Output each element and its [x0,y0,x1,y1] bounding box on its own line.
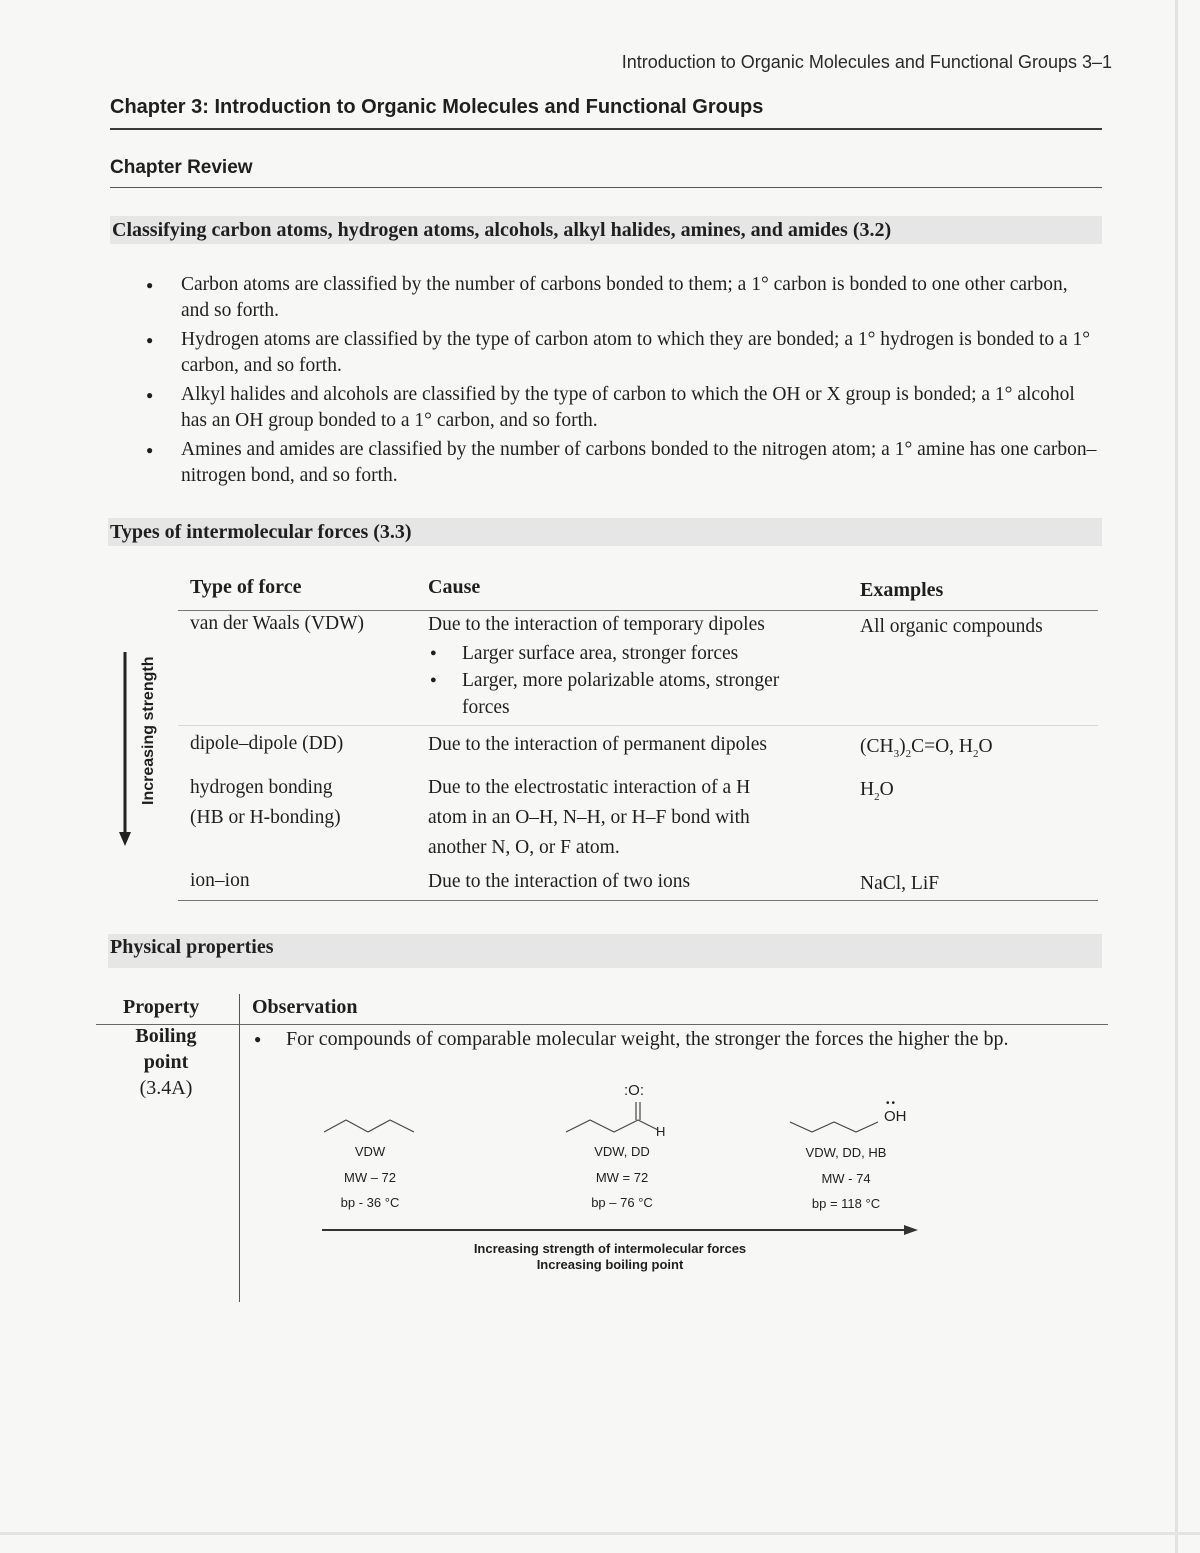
force-cause-ion: Due to the interaction of two ions [428,871,691,892]
force-cause-hb-line3: another N, O, or F atom. [428,837,620,858]
molecule-2-bp: bp – 76 °C [591,1195,653,1210]
table-bottom-rule [178,900,1098,901]
force-type-hb-line2: (HB or H-bonding) [190,807,341,828]
classifying-bullet-list [140,272,1100,492]
props-header-rule [96,1024,1108,1025]
row-divider [178,725,1098,726]
section-heading-forces [108,518,1102,546]
property-name-line2: point [143,1051,189,1073]
list-item: ● Alkyl halides and alcohols are classified by the type of carbon to which the OH or X group is bonded; a 1° alcohol has an OH group bonded to a 1° carbon, and so forth. [140,382,1100,434]
list-item: ● Larger, more polarizable atoms, stronger forces [428,667,792,721]
trend-caption-forces: Increasing strength of intermolecular forces [473,1241,747,1256]
increasing-strength-label: Increasing strength [140,656,157,805]
cause-text: Due to the interaction of temporary dipoles [428,614,765,635]
force-cause-hb-line1: Due to the electrostatic interaction of a H [428,777,751,798]
force-example-vdw: All organic compounds [860,616,1043,637]
force-cause-dd: Due to the interaction of permanent dipoles [428,734,767,755]
increasing-strength-arrow [117,650,133,850]
trend-caption-bp: Increasing boiling point [536,1257,684,1272]
force-cause-hb-line2: atom in an O–H, N–H, or H–F bond with [428,807,750,828]
lone-pair-dots: •• [886,1098,898,1109]
list-item: ● Carbon atoms are classified by the number of carbons bonded to them; a 1° carbon is bonded to one other carbon, and so forth. [140,272,1100,324]
force-type-ion: ion–ion [190,870,250,891]
review-title-rule [110,187,1102,188]
force-example-dd: $(CH_3)_2C=O$, $H_2O$ [860,736,993,760]
col-header-observation: Observation [252,996,358,1018]
list-item: ● Hydrogen atoms are classified by the type of carbon atom to which they are bonded; a 1° hydrogen is bonded to a 1° carbon, and so forth. [140,327,1100,379]
molecule-1-bp: bp - 36 °C [340,1195,400,1210]
vdw-sub-bullets [428,640,848,721]
section-heading-physical [108,934,1102,968]
section-heading-physical-text: Physical properties [110,936,274,958]
chapter-title: Chapter 3: Introduction to Organic Molecules and Functional Groups [110,96,764,118]
section-heading-forces-text: Types of intermolecular forces (3.3) [110,521,412,543]
property-name-line1: Boiling [135,1025,197,1047]
running-header: Introduction to Organic Molecules and Functional Groups 3–1 [621,52,1112,72]
chapter-title-rule [110,128,1102,130]
col-header-property: Property [123,996,200,1018]
molecule-2-mw: MW = 72 [595,1170,649,1185]
force-type-hb [190,773,341,833]
pentane-structure [320,1108,430,1138]
col-header-examples: Examples [860,579,944,601]
force-type-dd: dipole–dipole (DD) [190,733,344,754]
force-cause-vdw [428,610,848,721]
hydroxyl-label: OH [884,1108,907,1125]
col-header-type: Type of force [190,576,302,598]
page-bottom-edge [0,1532,1200,1535]
force-example-hb: $H_2O$ [860,779,894,803]
section-heading-classifying-text: Classifying carbon atoms, hydrogen atoms, alcohols, alkyl halides, amines, and amides (3.2) [112,219,892,241]
list-item: ● Larger surface area, stronger forces [428,640,848,667]
molecule-1-forces: VDW [354,1144,386,1159]
carbonyl-oxygen-label: :O: [624,1082,645,1099]
increasing-trend-arrow [322,1222,922,1238]
property-boiling-point [112,1023,220,1101]
butanol-structure [786,1108,886,1138]
molecule-3-bp: bp = 118 °C [811,1196,881,1211]
force-cause-hb [428,773,750,863]
chapter-review-title: Chapter Review [110,157,253,178]
list-item: ● Amines and amides are classified by the number of carbons bonded to the nitrogen atom; a 1° amine has one carbon–nitrogen bond, and so forth. [140,437,1100,489]
observation-bullet: ● For compounds of comparable molecular weight, the stronger the forces the higher the bp. [250,1026,1126,1052]
page-edge [1175,0,1178,1553]
property-section-ref: (3.4A) [139,1077,193,1099]
molecule-1-mw: MW – 72 [343,1170,396,1185]
molecule-3-mw: MW - 74 [821,1171,871,1186]
col-header-cause: Cause [428,576,481,598]
aldehyde-hydrogen-label: H [656,1124,666,1139]
molecule-2-forces: VDW, DD [594,1144,650,1159]
section-heading-classifying [110,216,1102,244]
force-type-vdw: van der Waals (VDW) [190,613,365,634]
force-type-hb-line1: hydrogen bonding [190,777,333,798]
props-column-divider [239,994,240,1302]
molecule-3-forces: VDW, DD, HB [805,1145,887,1160]
force-example-ion: NaCl, LiF [860,873,940,894]
